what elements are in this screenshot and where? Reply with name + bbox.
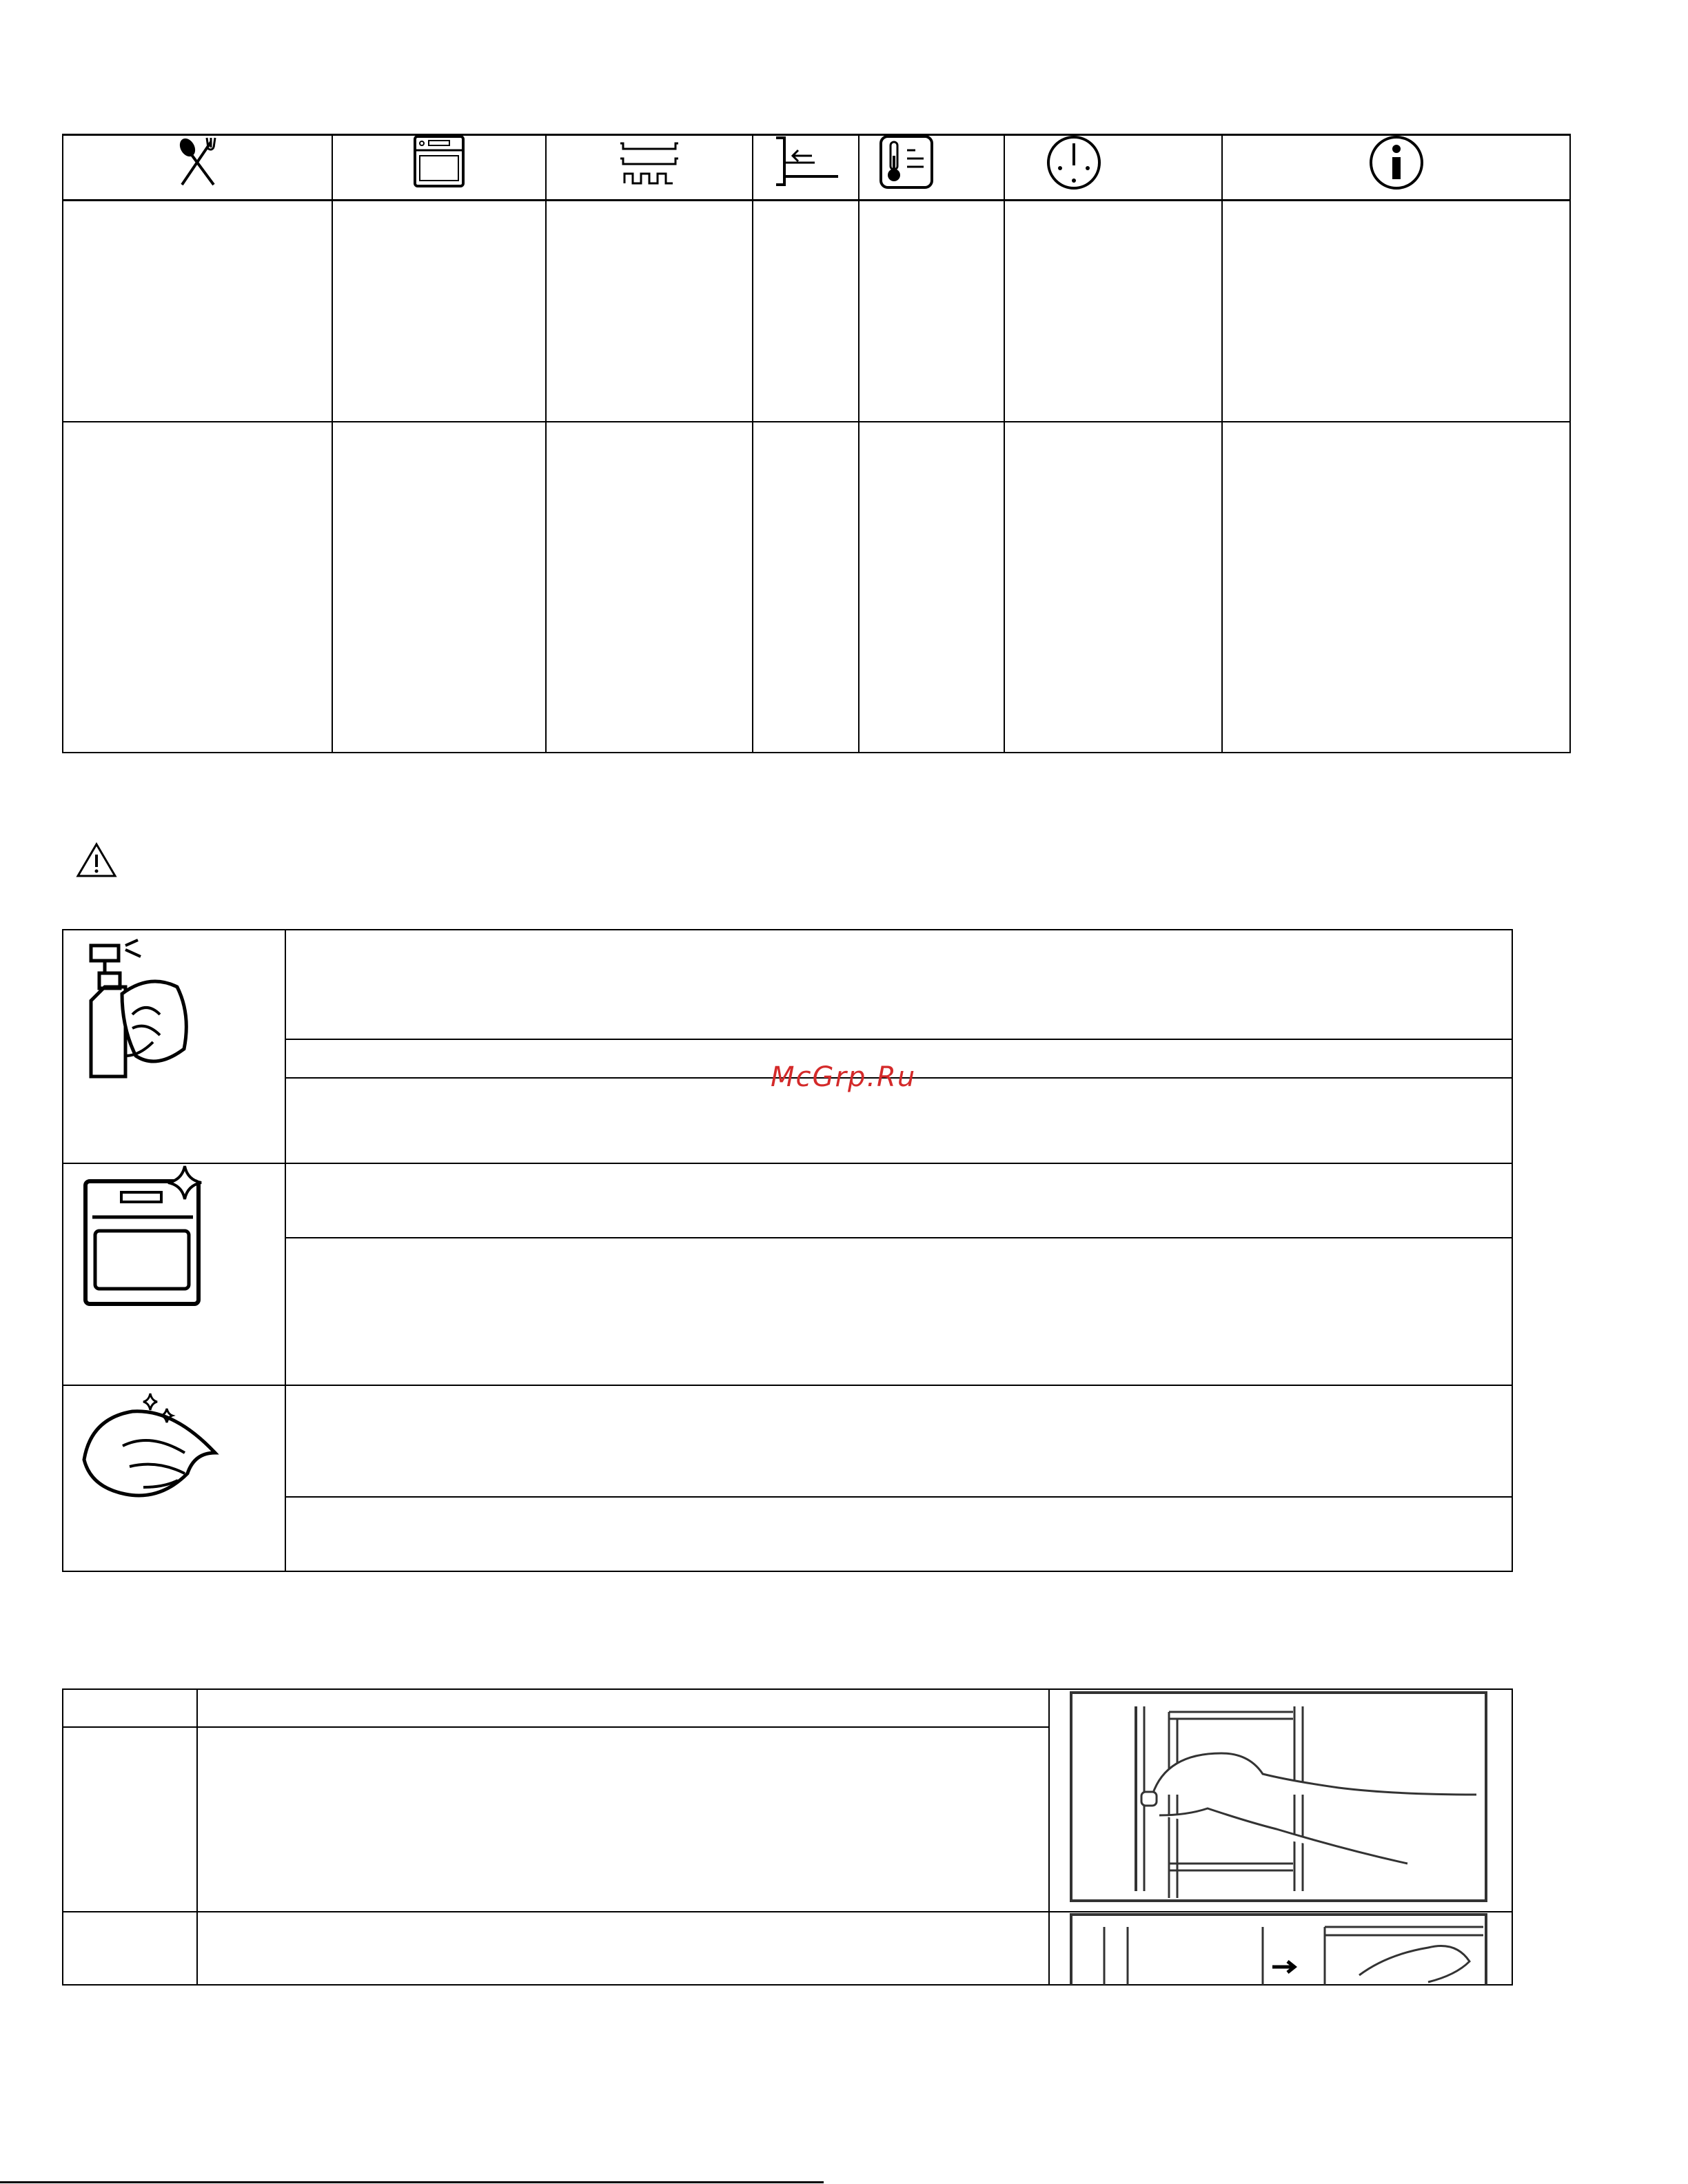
shelf-slide-illustration bbox=[1070, 1913, 1487, 1985]
table-col-divider bbox=[332, 134, 333, 753]
clean-oven-icon bbox=[83, 1165, 214, 1309]
wipe-hand-icon bbox=[81, 1391, 223, 1508]
table-row-divider bbox=[62, 1385, 1513, 1386]
table-col-divider bbox=[545, 134, 547, 753]
table-col-divider bbox=[752, 134, 753, 753]
table-row-divider bbox=[62, 199, 1571, 201]
table-col-divider bbox=[285, 929, 286, 1572]
table-row-divider bbox=[62, 1911, 1513, 1912]
warning-icon bbox=[76, 842, 117, 878]
cutlery-icon bbox=[171, 136, 226, 186]
table-col-divider bbox=[1221, 134, 1223, 753]
time-icon bbox=[1046, 135, 1101, 190]
table-col-divider bbox=[1004, 134, 1005, 753]
cooking-table bbox=[62, 134, 1571, 753]
table-col-divider bbox=[196, 1688, 198, 1986]
oven-function-icon bbox=[414, 135, 465, 187]
info-icon bbox=[1369, 135, 1424, 190]
table-row-divider bbox=[285, 1237, 1513, 1238]
table-col-divider bbox=[858, 134, 860, 753]
temperature-icon bbox=[879, 135, 933, 189]
shelf-removal-illustration bbox=[1070, 1691, 1487, 1902]
accessory-tray-icon bbox=[618, 141, 681, 185]
table-col-divider bbox=[1048, 1688, 1050, 1986]
shelf-level-icon bbox=[773, 135, 840, 187]
table-row-divider bbox=[62, 1726, 1049, 1728]
footer-rule bbox=[0, 2181, 824, 2183]
cleaning-table bbox=[62, 929, 1513, 1572]
table-row-divider bbox=[62, 421, 1571, 422]
spray-cloth-icon bbox=[84, 939, 194, 1083]
table-row-divider bbox=[62, 1163, 1513, 1164]
table-row-divider bbox=[285, 1039, 1513, 1040]
watermark: McGrp.Ru bbox=[771, 1061, 917, 1093]
table-row-divider bbox=[285, 1496, 1513, 1498]
